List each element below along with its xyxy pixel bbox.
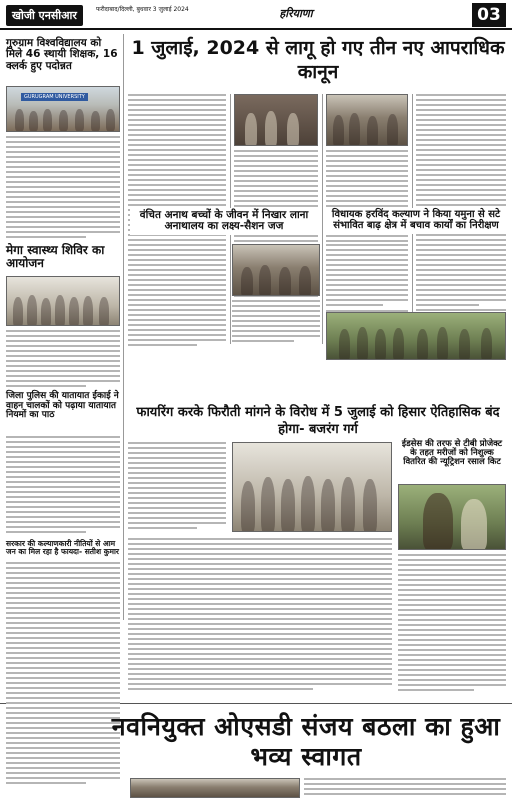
story-body-bandh-col1 xyxy=(128,442,226,532)
story-headline-bandh: फायरिंग करके फिरौती मांगने के विरोध में 5 जुलाई को हिसार ऐतिहासिक बंद होगा- बजरंग गर्ग xyxy=(136,405,500,437)
story-body-traffic xyxy=(6,436,120,536)
story-headline-osd: नवनियुक्त ओएसडी संजय बठला का हुआ भव्य स्वागत xyxy=(111,712,501,771)
photo-caption: GURUGRAM UNIVERSITY xyxy=(21,93,88,101)
lead-photo-2 xyxy=(326,94,408,146)
story-headline-schemes: सरकार की कल्याणकारी नीतियों से आम जन का मिल रहा है फायदा- सतीश कुमार xyxy=(6,539,119,557)
story-body-mla-col1 xyxy=(326,244,408,308)
icds-photo xyxy=(398,484,506,550)
lead-photo-1 xyxy=(234,94,318,146)
story-body-orphans-col1 xyxy=(128,244,226,348)
story-body-bandh-col2 xyxy=(128,538,392,698)
story-headline-traffic: जिला पुलिस की यातायात ईकाई ने वाहन चालकों को पढ़ाया यातायात नियमों का पाठ xyxy=(6,391,119,421)
mla-inspection-photo xyxy=(326,312,506,360)
story-body-mla-col2 xyxy=(416,244,506,308)
dateline: फरीदाबाद/दिल्ली, बुधवार 3 जुलाई 2024 xyxy=(96,6,189,13)
story-body-orphans-col2 xyxy=(232,300,320,348)
osd-welcome-photo xyxy=(130,778,300,798)
section-title: हरियाणा xyxy=(279,7,313,20)
story-body-health-camp xyxy=(6,330,120,388)
university-photo xyxy=(6,86,120,132)
masthead xyxy=(0,0,512,30)
story-headline-orphans: वंचित अनाथ बच्चों के जीवन में निखार लाना अनाथालय का लक्ष्य-सैशन जज xyxy=(130,208,318,235)
story-body-osd xyxy=(304,778,506,798)
story-body-schemes xyxy=(6,562,120,792)
story-body-icds xyxy=(398,554,506,698)
story-body-university xyxy=(6,136,120,240)
orphans-photo xyxy=(232,244,320,296)
brand-logo: खोजी एनसीआर xyxy=(6,5,83,26)
page-number: 03 xyxy=(472,3,506,27)
column-rule xyxy=(123,34,124,620)
health-camp-photo xyxy=(6,276,120,326)
bandh-meeting-photo xyxy=(232,442,392,532)
story-headline-mla: विधायक हरविंद कल्याण ने किया यमुना से सटे संभावित बाढ़ क्षेत्र में बचाव कार्यों का निरीक्षण xyxy=(326,208,506,234)
story-headline-university: गुरुग्राम विश्वविद्यालय को मिले 46 स्थायी शिक्षक, 16 क्लर्क हुए पदोन्नत xyxy=(6,37,118,72)
story-headline-health-camp: मेगा स्वास्थ्य शिविर का आयोजन xyxy=(6,243,105,270)
story-headline-icds: ईडसेस की तरफ से टीबी प्रोजेक्ट के तहत मरीजों को निशुल्क वितरित की न्यूट्रिशन रसाल किट xyxy=(401,439,503,468)
story-headline-lead: 1 जुलाई, 2024 से लागू हो गए तीन नए आपराधिक कानून xyxy=(131,37,505,83)
column-rule xyxy=(322,94,323,344)
